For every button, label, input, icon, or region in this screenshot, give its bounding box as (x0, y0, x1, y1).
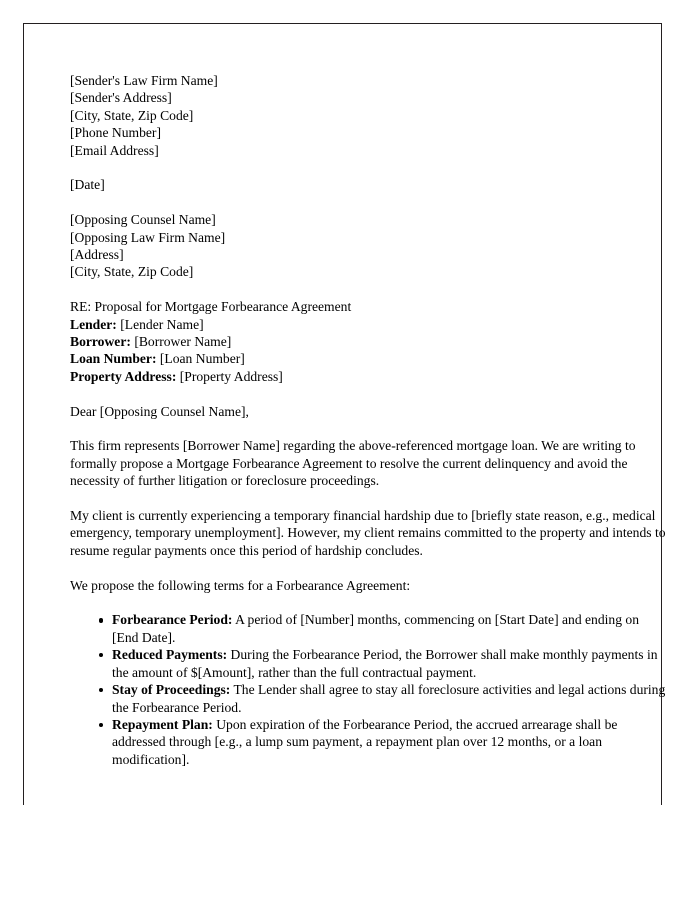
recipient-address-block (70, 211, 666, 281)
subject-line: RE: Proposal for Mortgage Forbearance Agreement (70, 299, 352, 315)
document-body (70, 72, 666, 786)
salutation: Dear [Opposing Counsel Name], (70, 403, 249, 419)
reference-field-value: [Lender Name] (120, 316, 204, 332)
bullet-disc-icon (99, 688, 103, 692)
recipient-line: [Opposing Counsel Name] (70, 212, 216, 228)
reference-field-label: Loan Number: (70, 351, 157, 367)
term-text: A period of [Number] months, commencing on [Start Date] and ending on [End Date]. (112, 612, 640, 645)
list-item (112, 646, 666, 681)
reference-field-property-address (70, 368, 666, 385)
sender-line: [Sender's Law Firm Name] (70, 73, 218, 88)
document-page (23, 23, 666, 805)
body-paragraph-2: My client is currently experiencing a temporary financial hardship due to [briefly state reason, e.g., medical emergency, temporary unemployment]. However, my client remains committed to the property and intends to resume regular payments once this period of hardship concludes. (70, 508, 666, 558)
sender-line: [City, State, Zip Code] (70, 107, 194, 123)
reference-field-lender (70, 316, 666, 333)
reference-field-label: Borrower: (70, 334, 131, 350)
sender-line: [Email Address] (70, 142, 159, 158)
subject-reference-block (70, 298, 666, 385)
reference-field-label: Property Address: (70, 368, 177, 384)
term-label: Reduced Payments: (112, 647, 228, 663)
body-paragraph-3: We propose the following terms for a Forbearance Agreement: (70, 577, 411, 593)
date-block (70, 176, 666, 193)
body-paragraph-1: This firm represents [Borrower Name] regarding the above-referenced mortgage loan. We are writing to formally propose a Mortgage Forbearance Agreement to resolve the current delinquency and avoid the necessity of further litigation or foreclosure proceedings. (70, 438, 636, 489)
recipient-line: [Opposing Law Firm Name] (70, 229, 226, 245)
reference-field-loan-number (70, 350, 666, 367)
bullet-disc-icon (99, 618, 103, 622)
reference-field-value: [Borrower Name] (134, 334, 232, 350)
sender-line: [Phone Number] (70, 125, 161, 141)
term-text: During the Forbearance Period, the Borrower shall make monthly payments in the amount of $[Amount], rather than the full contractual payment. (112, 647, 658, 680)
term-label: Stay of Proceedings: (112, 682, 231, 698)
bullet-disc-icon (99, 723, 103, 727)
list-item (112, 681, 666, 716)
term-text: Upon expiration of the Forbearance Period, the accrued arrearage shall be addressed through [e.g., a lump sum payment, a repayment plan over 12 months, or a loan modification]. (112, 716, 618, 767)
term-label: Forbearance Period: (112, 612, 233, 628)
reference-field-value: [Property Address] (179, 368, 283, 384)
reference-field-value: [Loan Number] (159, 351, 245, 367)
date-line: [Date] (70, 177, 105, 193)
term-label: Repayment Plan: (112, 716, 213, 732)
proposed-terms-list (70, 611, 666, 768)
sender-address-block (70, 72, 666, 159)
recipient-line: [Address] (70, 247, 124, 263)
reference-field-borrower (70, 333, 666, 350)
list-item (112, 716, 666, 768)
recipient-line: [City, State, Zip Code] (70, 264, 194, 280)
bullet-disc-icon (99, 653, 103, 657)
list-item (112, 611, 666, 646)
term-text: The Lender shall agree to stay all foreclosure activities and legal actions during the Forbearance Period. (112, 682, 666, 715)
sender-line: [Sender's Address] (70, 90, 172, 106)
reference-field-label: Lender: (70, 316, 117, 332)
